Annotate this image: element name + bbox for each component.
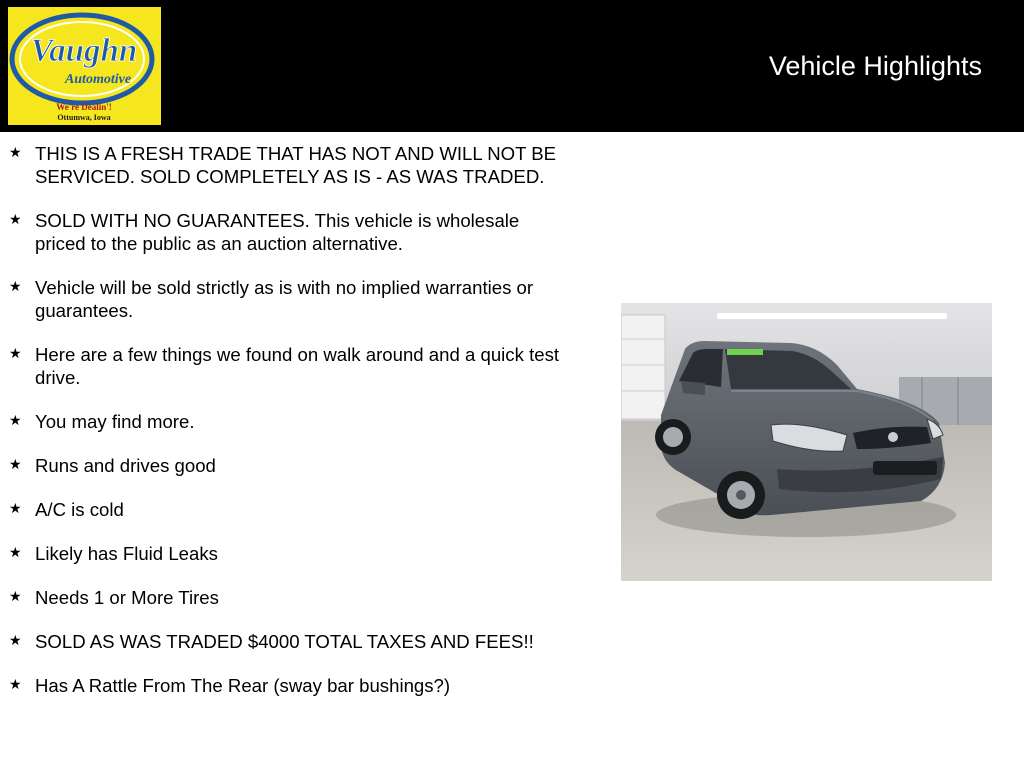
highlight-text: THIS IS A FRESH TRADE THAT HAS NOT AND WILL NOT BE SERVICED. SOLD COMPLETELY AS IS - AS WAS TRADED. (35, 143, 557, 187)
page-title: Vehicle Highlights (768, 51, 982, 81)
highlights-list (0, 142, 580, 718)
list-item (0, 674, 580, 697)
list-item (0, 343, 580, 389)
list-item (0, 276, 580, 322)
star-icon: ★ (9, 500, 22, 516)
highlight-text: You may find more. (35, 411, 195, 432)
highlight-text: SOLD WITH NO GUARANTEES. This vehicle is wholesale priced to the public as an auction alternative. (35, 210, 520, 254)
logo-tagline: We're Dealin'! (56, 102, 112, 112)
logo-name: Vaughn (30, 33, 138, 69)
star-icon: ★ (9, 544, 22, 560)
highlight-text: Here are a few things we found on walk around and a quick test drive. (35, 344, 560, 388)
highlight-text: Has A Rattle From The Rear (sway bar bushings?) (35, 675, 451, 696)
list-item (0, 209, 580, 255)
logo-location: Ottumwa, Iowa (57, 113, 111, 122)
star-icon: ★ (9, 588, 22, 604)
list-item (0, 410, 580, 433)
highlight-text: Needs 1 or More Tires (35, 587, 219, 608)
vehicle-photo-graphic (621, 303, 992, 581)
highlight-text: Vehicle will be sold strictly as is with no implied warranties or guarantees. (35, 277, 534, 321)
star-icon: ★ (9, 144, 22, 160)
highlight-text: Runs and drives good (35, 455, 216, 476)
logo-subname: Automotive (64, 72, 132, 87)
dealer-logo-graphic (8, 7, 161, 125)
star-icon: ★ (9, 211, 22, 227)
list-item (0, 142, 580, 188)
dealer-logo[interactable] (8, 7, 161, 125)
list-item (0, 454, 580, 477)
highlight-text: Likely has Fluid Leaks (35, 543, 218, 564)
list-item (0, 586, 580, 609)
vehicle-photo[interactable] (621, 303, 992, 581)
list-item (0, 630, 580, 653)
highlight-text: A/C is cold (35, 499, 124, 520)
star-icon: ★ (9, 676, 22, 692)
star-icon: ★ (9, 412, 22, 428)
star-icon: ★ (9, 278, 22, 294)
header-bar (0, 0, 1024, 132)
star-icon: ★ (9, 345, 22, 361)
list-item (0, 542, 580, 565)
star-icon: ★ (9, 632, 22, 648)
list-item (0, 498, 580, 521)
star-icon: ★ (9, 456, 22, 472)
highlight-text: SOLD AS WAS TRADED $4000 TOTAL TAXES AND FEES!! (35, 631, 534, 652)
